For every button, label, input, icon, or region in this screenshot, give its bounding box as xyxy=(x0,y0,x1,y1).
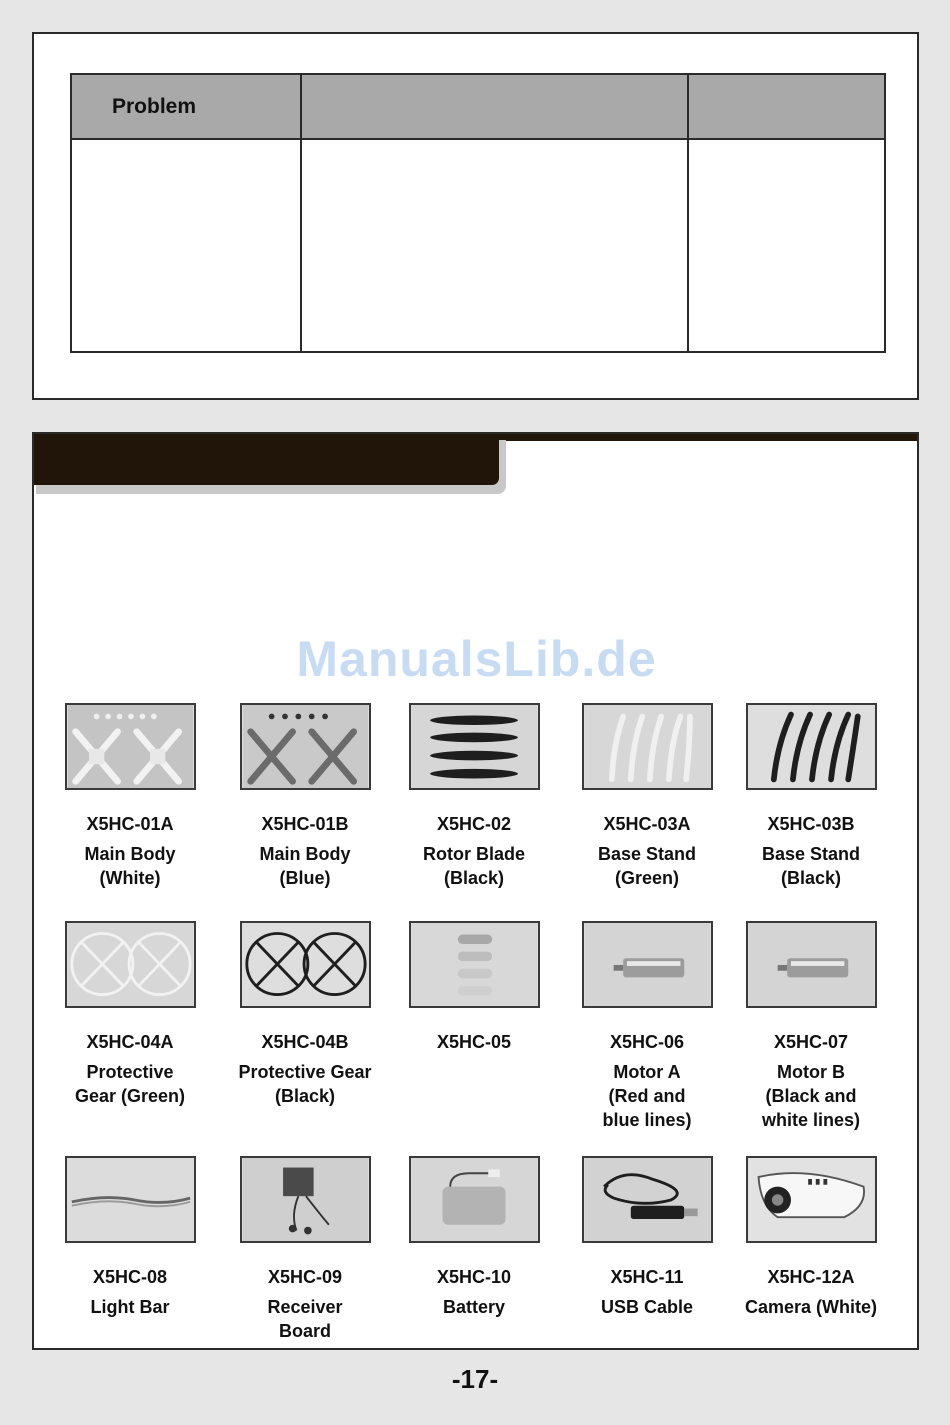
part-description: Motor B (Black and white lines) xyxy=(761,1062,860,1130)
part-item xyxy=(230,921,380,1108)
part-description: Motor A (Red and blue lines) xyxy=(602,1062,692,1130)
part-item xyxy=(55,1156,205,1319)
part-item xyxy=(736,1156,886,1319)
part-description: Protective Gear (Black) xyxy=(238,1062,372,1106)
part-code: X5HC-10 xyxy=(436,1267,512,1287)
usb-cable-icon xyxy=(582,1156,713,1243)
part-item xyxy=(230,703,380,890)
table-row xyxy=(71,139,885,352)
receiver-board-icon xyxy=(240,1156,371,1243)
part-item xyxy=(399,921,549,1054)
watermark: ManualsLib.de xyxy=(296,631,657,687)
part-description: Protective Gear (Green) xyxy=(74,1062,186,1106)
protective-gear-black-icon xyxy=(240,921,371,1008)
part-code: X5HC-03B xyxy=(767,814,855,834)
part-code: X5HC-07 xyxy=(773,1032,849,1052)
rotor-blade-icon xyxy=(409,703,540,790)
part-description: Battery xyxy=(442,1297,506,1317)
main-body-blue-icon xyxy=(240,703,371,790)
battery-icon xyxy=(409,1156,540,1243)
part-item xyxy=(230,1156,380,1343)
light-bar-icon xyxy=(65,1156,196,1243)
table-header-row xyxy=(71,74,885,139)
troubleshooting-panel xyxy=(32,32,919,400)
part-code: X5HC-06 xyxy=(609,1032,685,1052)
part-code: X5HC-05 xyxy=(436,1032,512,1052)
part-code: X5HC-04B xyxy=(261,1032,349,1052)
part-code: X5HC-04A xyxy=(86,1032,174,1052)
part-item xyxy=(399,703,549,890)
part-code: X5HC-03A xyxy=(603,814,691,834)
base-stand-black-icon xyxy=(746,703,877,790)
part-code: X5HC-01B xyxy=(261,814,349,834)
table-cell xyxy=(71,139,301,352)
part-item xyxy=(572,1156,722,1319)
part-code: X5HC-01A xyxy=(86,814,174,834)
motor-b-icon xyxy=(746,921,877,1008)
main-body-white-icon xyxy=(65,703,196,790)
base-stand-green-icon xyxy=(582,703,713,790)
camera-icon xyxy=(746,1156,877,1243)
part-code: X5HC-02 xyxy=(436,814,512,834)
part-item xyxy=(55,703,205,890)
part-code: X5HC-09 xyxy=(267,1267,343,1287)
spare-parts-panel xyxy=(32,432,919,1350)
table-header-solution xyxy=(688,74,885,139)
table-header-cause xyxy=(301,74,688,139)
part-description: Base Stand (Green) xyxy=(597,844,697,888)
part-item xyxy=(736,703,886,890)
protective-gear-green-icon xyxy=(65,921,196,1008)
table-header-problem: Problem xyxy=(71,74,301,139)
motor-a-icon xyxy=(582,921,713,1008)
part-description: Main Body (Blue) xyxy=(259,844,351,888)
page-number: -17- xyxy=(451,1364,499,1394)
lamp-cover-icon xyxy=(409,921,540,1008)
part-item xyxy=(572,921,722,1132)
part-description: Rotor Blade (Black) xyxy=(422,844,525,888)
part-code: X5HC-08 xyxy=(92,1267,168,1287)
section-title-tab xyxy=(34,434,499,485)
part-description: Receiver Board xyxy=(267,1297,343,1341)
part-description: Light Bar xyxy=(90,1297,170,1317)
part-description: Camera (White) xyxy=(744,1297,878,1317)
part-code: X5HC-12A xyxy=(767,1267,855,1287)
part-description: Main Body (White) xyxy=(84,844,176,888)
part-item xyxy=(399,1156,549,1319)
table-cell xyxy=(301,139,688,352)
part-description: Base Stand (Black) xyxy=(761,844,861,888)
table-cell xyxy=(688,139,885,352)
part-item xyxy=(55,921,205,1108)
part-item xyxy=(572,703,722,890)
troubleshooting-table xyxy=(70,73,886,353)
part-description: USB Cable xyxy=(600,1297,694,1317)
part-item xyxy=(736,921,886,1132)
part-code: X5HC-11 xyxy=(610,1267,684,1287)
